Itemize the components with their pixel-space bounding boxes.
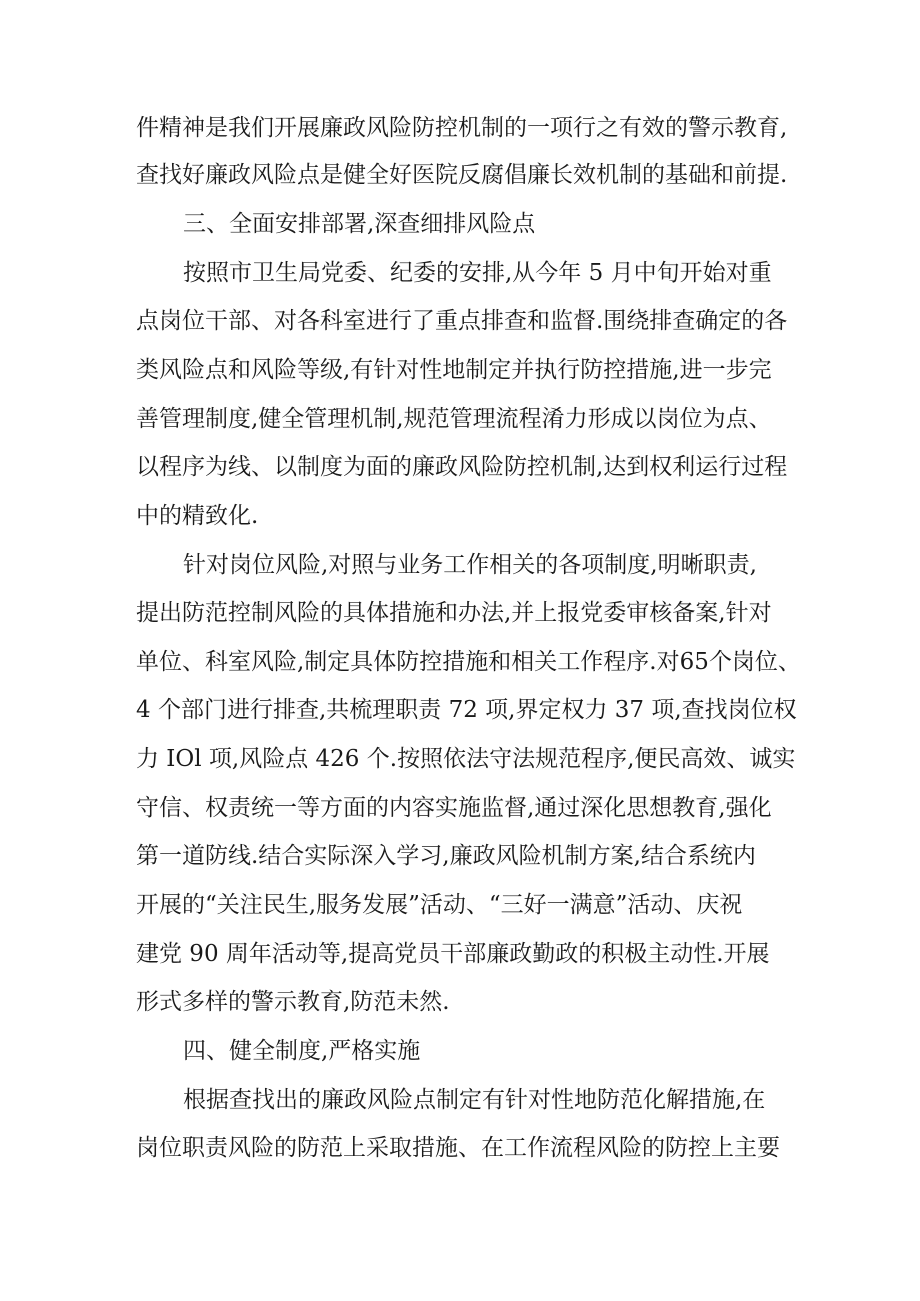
text-line-13: 4 个部门进行排查,共梳理职责 72 项,界定权力 37 项,查找岗位权: [136, 697, 797, 723]
text-line-15: 守信、权责统一等方面的内容实施监督,通过深化思想教育,强化: [136, 795, 772, 821]
text-line-9: 中的精致化.: [136, 503, 259, 529]
text-line-19: 形式多样的警示教育,防范未然.: [136, 989, 450, 1015]
text-line-16: 第一道防线.结合实际深入学习,廉政风险机制方案,结合系统内: [136, 843, 756, 869]
text-line-4: 按照市卫生局党委、纪委的安排,从今年 5 月中旬开始对重: [183, 260, 772, 286]
section-heading-20: 四、健全制度,严格实施: [183, 1038, 421, 1064]
text-line-8: 以程序为线、以制度为面的廉政风险防控机制,达到权利运行过程: [136, 454, 788, 480]
text-line-11: 提出防范控制风险的具体措施和办法,并上报党委审核备案,针对: [136, 600, 772, 626]
text-line-18: 建党 90 周年活动等,提高党员干部廉政勤政的积极主动性.开展: [136, 941, 770, 967]
text-line-2: 查找好廉政风险点是健全好医院反腐倡廉长效机制的基础和前提.: [136, 162, 788, 188]
text-line-12: 单位、科室风险,制定具体防控措施和相关工作程序.对65个岗位、: [136, 649, 801, 675]
text-line-10: 针对岗位风险,对照与业务工作相关的各项制度,明晰职责,: [183, 552, 757, 578]
text-line-1: 件精神是我们开展廉政风险防控机制的一项行之有效的警示教育,: [136, 115, 788, 141]
text-line-21: 根据查找出的廉政风险点制定有针对性地防范化解措施,在: [183, 1087, 766, 1113]
section-heading-3: 三、全面安排部署,深查细排风险点: [183, 211, 536, 237]
text-line-22: 岗位职责风险的防范上采取措施、在工作流程风险的防控上主要: [136, 1135, 780, 1161]
text-line-6: 类风险点和风险等级,有针对性地制定并执行防控措施,进一步完: [136, 357, 772, 383]
text-line-5: 点岗位干部、对各科室进行了重点排查和监督.围绕排查确定的各: [136, 308, 788, 334]
text-line-7: 善管理制度,健全管理机制,规范管理流程淆力形成以岗位为点、: [136, 406, 772, 432]
text-line-14: 力 IOl 项,风险点 426 个.按照依法守法规范程序,便民高效、诚实: [136, 746, 796, 772]
text-line-17: 开展的“关注民生,服务发展”活动、“三好一满意”活动、庆祝: [136, 892, 743, 918]
